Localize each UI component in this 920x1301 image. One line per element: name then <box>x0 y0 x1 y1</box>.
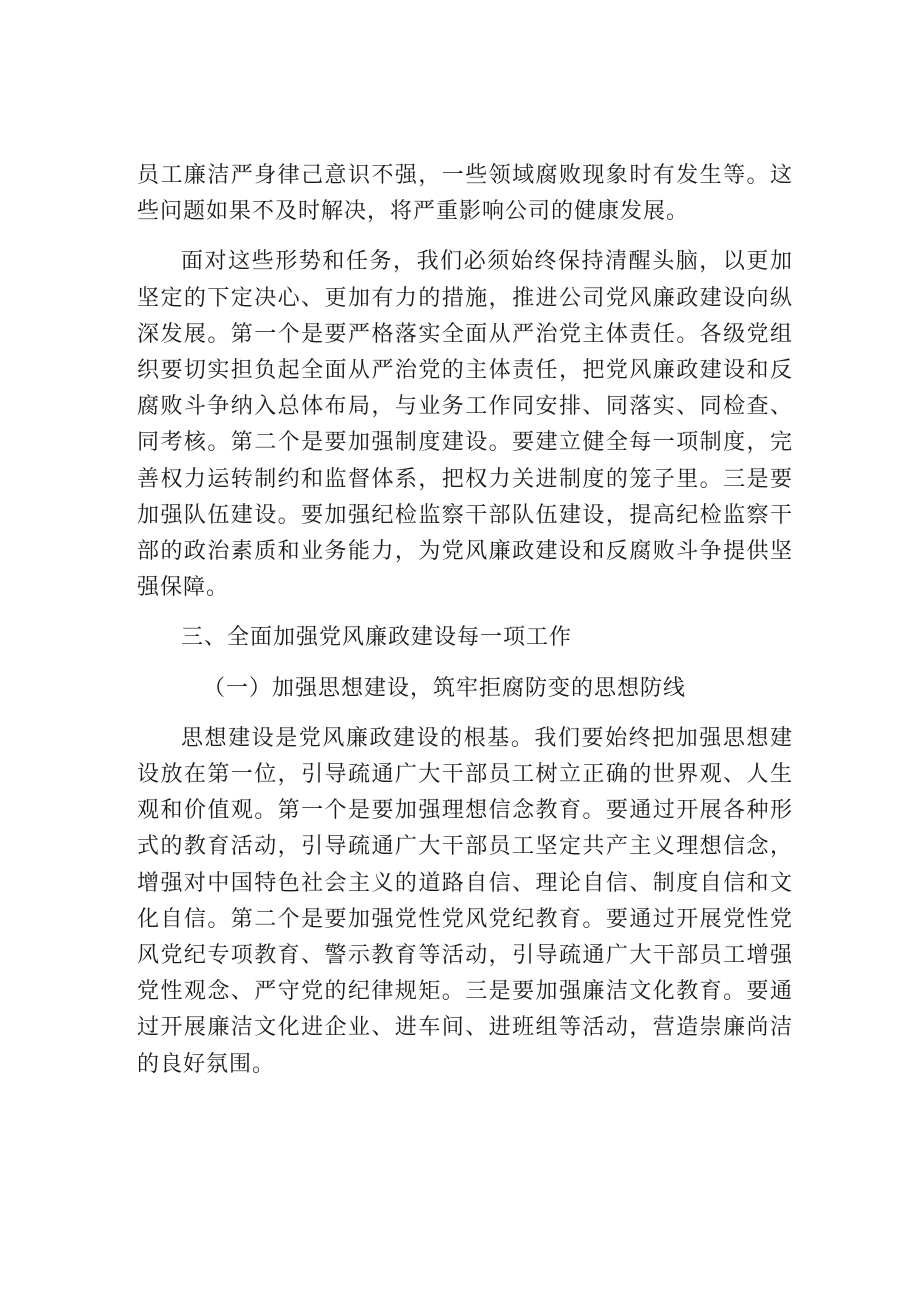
paragraph-ideology: 思想建设是党风廉政建设的根基。我们要始终把加强思想建设放在第一位，引导疏通广大干部员工树立正确的世界观、人生观和价值观。第一个是要加强理想信念教育。要通过开展各种形式的教育活动，引导疏通广大干部员工坚定共产主义理想信念，增强对中国特色社会主义的道路自信、理论自信、制度自信和文化自信。第二个是要加强党性党风党纪教育。要通过开展党性党风党纪专项教育、警示教育等活动，引导疏通广大干部员工增强党性观念、严守党的纪律规矩。三是要加强廉洁文化教育。要通过开展廉洁文化进企业、进车间、进班组等活动，营造崇廉尚洁的良好氛围。 <box>137 725 793 1077</box>
subsection-heading-one: （一）加强思想建设，筑牢拒腐防变的思想防线 <box>203 675 687 701</box>
paragraph-responsibility: 面对这些形势和任务，我们必须始终保持清醒头脑，以更加坚定的下定决心、更加有力的措施，推进公司党风廉政建设向纵深发展。第一个是要严格落实全面从严治党主体责任。各级党组织要切实担负起全面从严治党的主体责任，把党风廉政建设和反腐败斗争纳入总体布局，与业务工作同安排、同落实、同检查、同考核。第二个是要加强制度建设。要建立健全每一项制度，完善权力运转制约和监督体系，把权力关进制度的笼子里。三是要加强队伍建设。要加强纪检监察干部队伍建设，提高纪检监察干部的政治素质和业务能力，为党风廉政建设和反腐败斗争提供坚强保障。 <box>137 249 793 601</box>
section-heading-three: 三、全面加强党风廉政建设每一项工作 <box>181 625 573 651</box>
document-body <box>137 158 793 1097</box>
paragraph-continuation: 员工廉洁严身律己意识不强，一些领域腐败现象时有发生等。这些问题如果不及时解决，将严重影响公司的健康发展。 <box>137 163 793 225</box>
